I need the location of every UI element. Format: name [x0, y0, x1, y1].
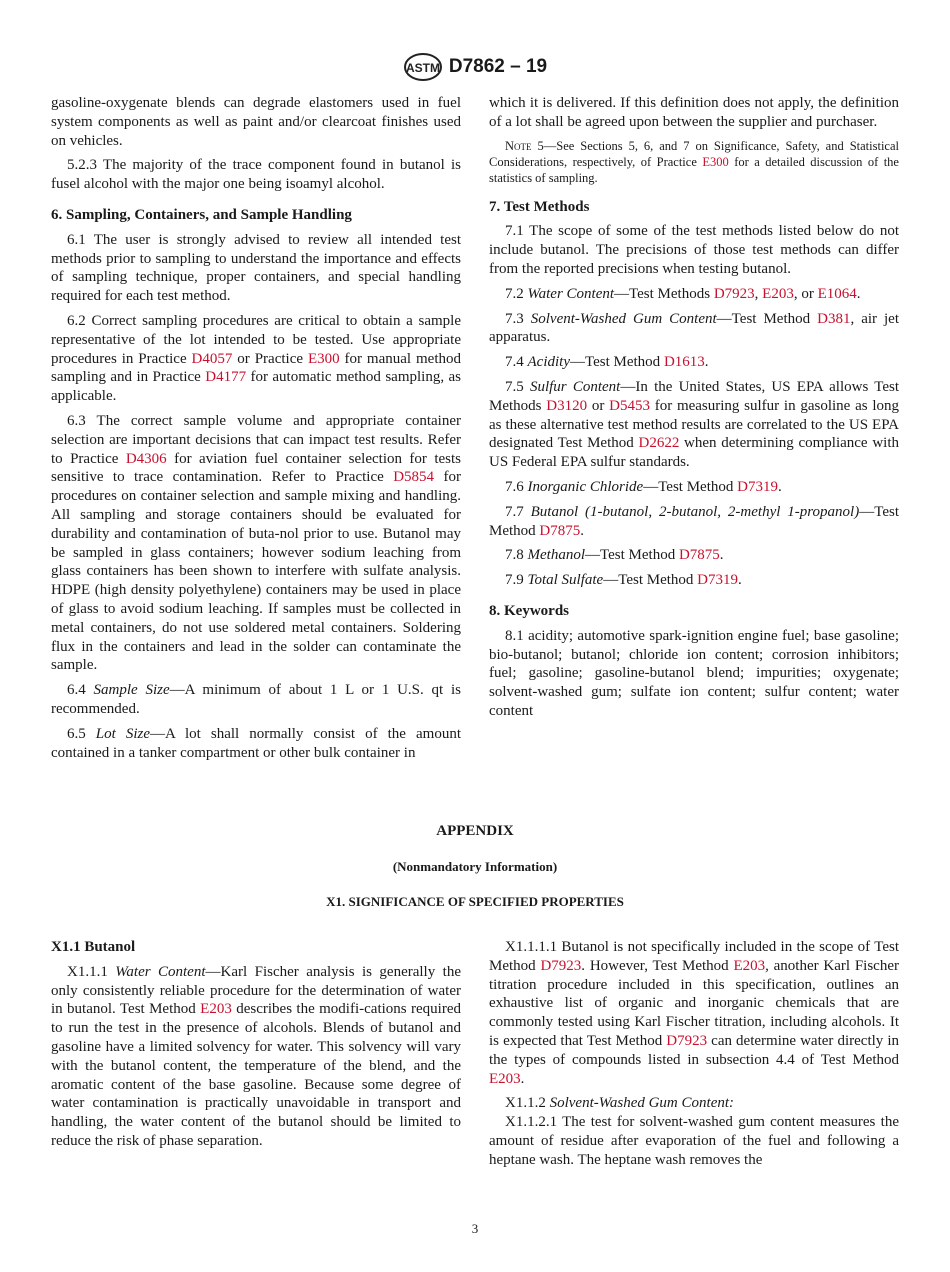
paragraph [51, 681, 461, 719]
text: or Practice [232, 350, 308, 367]
text: —Test Methods [614, 285, 714, 302]
text: 6.4 [67, 682, 94, 699]
italic-term: Acidity [527, 354, 570, 371]
text: describes the modifi-cations required to run the test in the presence of alcohols. Blends of butanol and gasoline have a limited solvency for water. This solvency will vary with the butanol content, the temperature of the blend, and the aromatic content of the base gasoline. Because some degree of water contamination is practically unavoidable in transport and handling, the water content of the butanol should be limited to reduce the risk of phase separation. [51, 1001, 461, 1149]
italic-term: Water Content [527, 285, 615, 302]
text: 6.5 [67, 725, 96, 742]
reference-link[interactable]: E203 [762, 285, 794, 302]
italic-term: Water Content [115, 963, 206, 980]
appendix-section-title: X1. SIGNIFICANCE OF SPECIFIED PROPERTIES [326, 894, 624, 909]
reference-link[interactable]: D2622 [638, 435, 680, 452]
text: . [738, 572, 742, 589]
italic-term: Total Sulfate [527, 572, 604, 589]
text: . [704, 354, 709, 371]
text: 7.4 [505, 354, 528, 371]
designation: D7862 – 19 [448, 56, 548, 78]
italic-term: Solvent-Washed Gum Content: [549, 1095, 735, 1112]
paragraph [489, 222, 899, 278]
paragraph [51, 156, 461, 194]
paragraph [51, 231, 461, 306]
reference-link[interactable]: D7319 [737, 478, 778, 495]
paragraph [489, 378, 899, 472]
text: , [754, 285, 763, 302]
text: 7.7 [505, 503, 531, 520]
astm-logo-icon [403, 52, 443, 82]
italic-term: Inorganic Chloride [527, 478, 644, 495]
text: —Karl Fischer analysis is generally the only consistently reliable procedure for the determination of water in butanol. Test Method [51, 963, 461, 1018]
paragraph [489, 310, 899, 348]
paragraph [51, 412, 461, 675]
paragraph [489, 94, 899, 132]
text: —In the United States, US EPA allows Test Methods [489, 378, 900, 414]
reference-link[interactable]: E203 [489, 1070, 521, 1087]
reference-link[interactable]: D7923 [713, 285, 755, 302]
text: , air jet apparatus. [489, 310, 900, 346]
text: 7.1 The scope of some of the test methods listed below do not include butanol. The precisions of those test methods can differ from the reported precisions when testing butanol. [489, 223, 899, 277]
text: for aviation fuel container selection for tests sensitive to trace contamination. Refer to Practice [51, 450, 461, 486]
section-heading [489, 602, 899, 621]
text: , or [793, 285, 818, 302]
italic-term: Butanol (1-butanol, 2-butanol, 2-methyl 1-propanol) [530, 503, 860, 520]
text: which it is delivered. If this definition does not apply, the definition of a lot shall be agreed upon between the supplier and purchaser. [489, 95, 899, 130]
section-heading [51, 938, 461, 957]
text: or [587, 397, 610, 414]
text: when determining compliance with US Federal EPA sulfur standards. [489, 435, 899, 471]
italic-term: Solvent-Washed Gum Content [530, 310, 717, 327]
paragraph [51, 94, 461, 150]
reference-link[interactable]: E1064 [817, 285, 857, 302]
text: —A lot shall normally consist of the amount contained in a tanker compartment or other bulk container in [51, 725, 461, 761]
text: —A minimum of about 1 L or 1 U.S. qt is recommended. [51, 682, 461, 717]
paragraph [51, 725, 461, 763]
italic-term: Lot Size [95, 725, 150, 742]
reference-link[interactable]: D7923 [666, 1032, 708, 1049]
italic-term: Methanol [527, 547, 585, 564]
text: —Test Method [585, 547, 679, 564]
text: 6. Sampling, Containers, and Sample Handling [51, 206, 352, 223]
reference-link[interactable]: D1613 [663, 354, 705, 371]
reference-link[interactable]: D3120 [546, 397, 588, 414]
paragraph [489, 1113, 899, 1169]
text: for manual method sampling and in Practice [51, 350, 461, 386]
text: 6.3 The correct sample volume and appropriate container selection are important decisions that can impact test results. Refer to Practice [51, 412, 461, 467]
section-heading [51, 206, 461, 225]
reference-link[interactable]: D381 [817, 310, 851, 327]
text: for automatic method sampling, as applicable. [51, 369, 461, 405]
reference-link[interactable]: D5854 [393, 469, 435, 486]
text: 6.1 The user is strongly advised to review all intended test methods prior to sampling to understand the importance and effects of sampling technique, proper containers, and special handling required for each test method. [51, 231, 461, 305]
text: for procedures on container selection and sample mixing and handling. All sampling and storage containers should be evaluated for durability and contamination of buta-nol prior to use. Butanol may be sampled in glass containers; however sodium leaching from glass containers has been shown to interfere with sulfate analysis. HDPE (high density polyethylene) containers may be used in place of glass to avoid sodium leaching. If samples must be collected in metal containers, do not use soldered metal containers. Soldering flux in the containers and lead in the solder can contaminate the sample. [51, 469, 461, 674]
text: —Test Method [603, 572, 698, 589]
italic-term: Sample Size [93, 682, 170, 699]
text: X1.1 Butanol [51, 939, 136, 955]
paragraph [51, 963, 461, 1151]
note [489, 138, 899, 186]
paragraph [489, 1094, 899, 1113]
text: X1.1.2.1 The test for solvent-washed gum content measures the amount of residue after evaporation of the fuel and following a heptane wash. The heptane wash removes the [489, 1114, 899, 1168]
reference-link[interactable]: D4306 [125, 450, 167, 467]
reference-link[interactable]: D7923 [540, 957, 582, 974]
paragraph [489, 285, 899, 304]
text: can determine water directly in the types of compounds listed in subsection 4.4 of Test Method [489, 1032, 900, 1068]
text: . [777, 478, 782, 495]
reference-link[interactable]: D5453 [609, 397, 650, 414]
text: X1.1.2 [505, 1095, 550, 1112]
left-column [51, 94, 461, 768]
text: 7.9 [505, 572, 528, 589]
page-header [0, 52, 950, 82]
appendix-title: APPENDIX [436, 823, 514, 839]
paragraph [489, 938, 899, 1088]
text: gasoline-oxygenate blends can degrade elastomers used in fuel system components as well as paint and/or clearcoat finishes used on vehicles. [51, 95, 461, 149]
text: —Test Method [489, 503, 900, 539]
note-label: Note [505, 138, 532, 153]
text: —Test Method [643, 478, 738, 495]
paragraph [51, 312, 461, 406]
reference-link[interactable]: E203 [200, 1001, 232, 1018]
text: for measuring sulfur in gasoline as long as these alternative test method results are correlated to the US EPA designated Test Method [489, 397, 900, 452]
page-number: 3 [471, 1221, 479, 1236]
text: 7.5 [505, 378, 530, 395]
text: 6.2 Correct sampling procedures are critical to obtain a sample representative of the lot intended to be tested. Use appropriate procedures in Practice [51, 312, 461, 367]
paragraph [489, 478, 899, 497]
reference-link[interactable]: E300 [702, 154, 729, 169]
appendix-subtitle: (Nonmandatory Information) [392, 859, 558, 874]
section-heading [489, 198, 899, 217]
text: . [580, 522, 585, 539]
reference-link[interactable]: D7875 [678, 547, 720, 564]
text: . [719, 547, 724, 564]
text: —Test Method [716, 310, 818, 327]
reference-link[interactable]: E203 [733, 957, 766, 974]
reference-link[interactable]: D7319 [697, 572, 739, 589]
text: for a detailed discussion of the statistics of sampling. [489, 154, 899, 185]
text: 7. Test Methods [489, 198, 590, 215]
reference-link[interactable]: D4057 [191, 350, 233, 367]
text: 7.6 [505, 478, 528, 495]
text: . [856, 285, 861, 302]
paragraph [489, 546, 899, 565]
text: . [520, 1070, 525, 1087]
text: X1.1.1 [67, 963, 116, 980]
svg-text:ASTM: ASTM [405, 61, 440, 75]
text: 8.1 acidity; automotive spark-ignition engine fuel; base gasoline; bio-butanol; butanol; chloride ion content; corrosion inhibitors; fuel; gasoline; gasoline-butanol blend; impurities; oxygenate; solvent-washed gum; sulfate ion content; sulfur content; water content [489, 627, 899, 719]
paragraph [489, 503, 899, 541]
text: 5.2.3 The majority of the trace component found in butanol is fusel alcohol with the major one being isoamyl alcohol. [51, 157, 461, 193]
reference-link[interactable]: D4177 [205, 369, 247, 386]
text: . However, Test Method [581, 957, 734, 974]
reference-link[interactable]: E300 [307, 350, 340, 367]
text: 7.8 [505, 547, 528, 564]
text: 5—See Sections 5, 6, and 7 on Significance, Safety, and Statistical Considerations, respectively, of Practice [489, 138, 899, 169]
text: —Test Method [569, 354, 664, 371]
reference-link[interactable]: D7875 [539, 522, 581, 539]
text: X1.1.1.1 Butanol is not specifically included in the scope of Test Method [489, 939, 899, 974]
text: 7.3 [505, 310, 531, 327]
paragraph [489, 571, 899, 590]
appendix-left-column [51, 926, 461, 1157]
right-column [489, 94, 899, 727]
appendix-right-column [489, 938, 899, 1176]
text: 7.2 [505, 285, 528, 302]
italic-term: Sulfur Content [529, 378, 621, 395]
paragraph [489, 627, 899, 721]
paragraph [489, 353, 899, 372]
text: 8. Keywords [489, 602, 569, 619]
text: , another Karl Fischer titration procedure included in this specification, outlines an exhaustive list of organic and inorganic chemicals that are commonly tested using Karl Fischer titration, including alcohols. It is expected that Test Method [489, 957, 899, 1049]
